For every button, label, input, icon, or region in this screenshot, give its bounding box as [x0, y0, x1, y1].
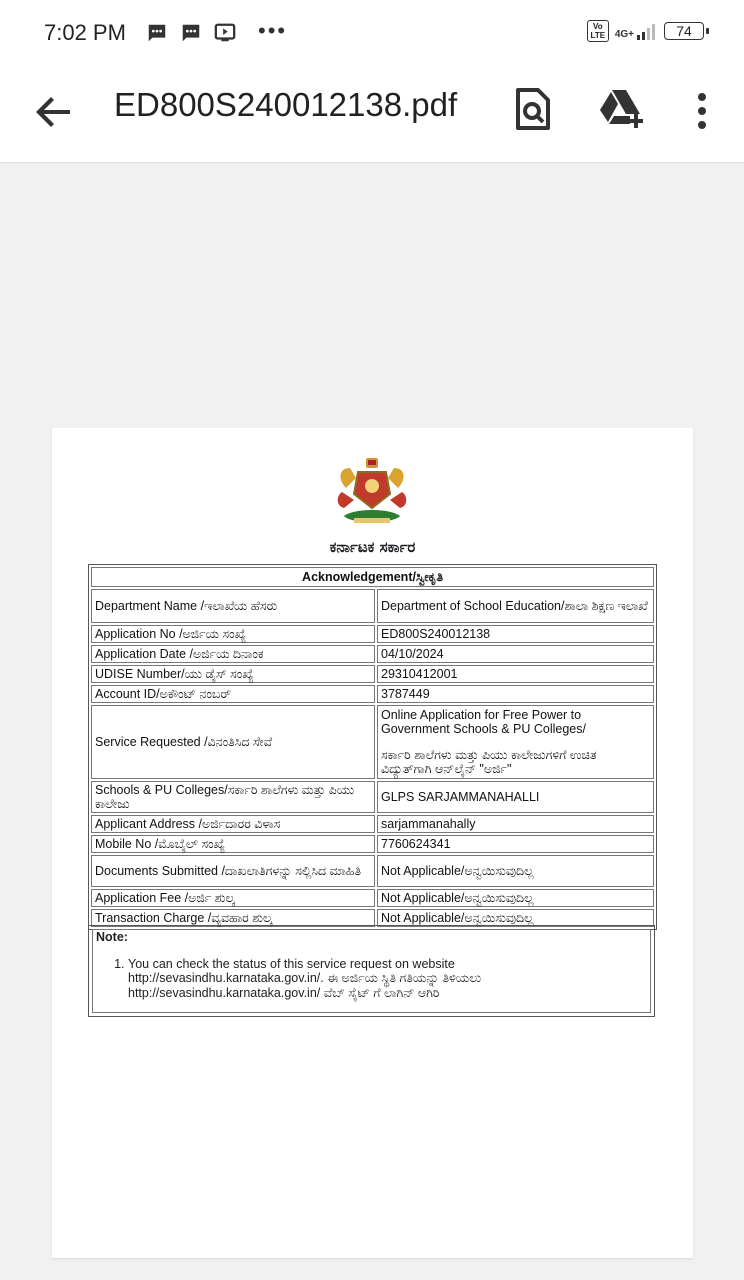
row-label: Schools & PU Colleges/ಸರ್ಕಾರಿ ಶಾಲೆಗಳು ಮತ್ತು ಪಿಯು ಕಾಲೇಜು: [91, 781, 375, 813]
note-line: 1. You can check the status of this service request on website: [128, 956, 455, 971]
note-line: http://sevasindhu.karnataka.gov.in/ ವೆಬ್ ಸೈಟ್ ಗೆ ಲಾಗಿನ್ ಆಗಿರಿ: [128, 985, 440, 1000]
document-heading: ಕರ್ನಾಟಕ ಸರ್ಕಾರ: [329, 538, 416, 556]
row-label: Account ID/ಅಕೌಂಟ್ ನಂಬರ್: [91, 685, 375, 703]
battery-icon: 74: [664, 22, 704, 40]
row-value: Not Applicable/ಅನ್ವಯಿಸುವುದಿಲ್ಲ: [377, 855, 654, 887]
table-row: [91, 589, 654, 623]
message-icon: [180, 22, 202, 44]
service-kannada: ಸರ್ಕಾರಿ ಶಾಲೆಗಳು ಮತ್ತು ಪಿಯು ಕಾಲೇಜುಗಳಿಗೆ ಉಚಿತ ವಿದ್ಯುತ್‌ಗಾಗಿ ಆನ್‌ಲೈನ್ "ಅರ್ಜಿ": [381, 748, 597, 776]
acknowledgement-table: [88, 564, 657, 930]
row-label: Service Requested /ವಿನಂತಿಸಿದ ಸೇವೆ: [91, 705, 375, 779]
signal-icon: [636, 22, 658, 40]
volte-icon: Vo LTE: [587, 20, 609, 42]
notification-icons: [146, 22, 236, 44]
note-box: [88, 925, 655, 1017]
table-row: [91, 705, 654, 779]
app-bar: [0, 66, 744, 163]
row-value: 3787449: [377, 685, 654, 703]
arrow-left-icon[interactable]: [30, 88, 78, 136]
row-value: [377, 705, 654, 779]
service-english: Online Application for Free Power to Government Schools & PU Colleges/: [381, 708, 586, 736]
row-value: GLPS SARJAMMANAHALLI: [377, 781, 654, 813]
row-label: Department Name /ಇಲಾಖೆಯ ಹೆಸರು: [91, 589, 375, 623]
table-row: [91, 685, 654, 703]
status-bar: [0, 0, 744, 66]
more-notifications-icon: •••: [258, 18, 288, 43]
more-vert-icon[interactable]: [682, 88, 722, 134]
row-label: Mobile No /ಮೊಬೈಲ್ ಸಂಖ್ಯೆ: [91, 835, 375, 853]
table-row: [91, 889, 654, 907]
table-row: [91, 665, 654, 683]
row-value: 04/10/2024: [377, 645, 654, 663]
status-indicators: [587, 20, 704, 42]
add-to-drive-icon[interactable]: [596, 86, 648, 132]
note-list: [96, 957, 647, 1001]
signal-group: [615, 22, 658, 40]
table-row: [91, 781, 654, 813]
message-icon: [146, 22, 168, 44]
karnataka-emblem: [332, 458, 412, 530]
row-label: Application Date /ಅರ್ಜಿಯ ದಿನಾಂಕ: [91, 645, 375, 663]
table-caption: Acknowledgement/ಸ್ವೀಕೃತಿ: [91, 567, 654, 587]
row-label: Transaction Charge /ವ್ಯವಹಾರ ಶುಲ್ಕ: [91, 909, 375, 927]
row-value: Not Applicable/ಅನ್ವಯಿಸುವುದಿಲ್ಲ: [377, 909, 654, 927]
row-label: Application No /ಅರ್ಜಿಯ ಸಂಖ್ಯೆ: [91, 625, 375, 643]
pdf-page[interactable]: [52, 428, 693, 1258]
row-value: sarjammanahally: [377, 815, 654, 833]
row-value: 29310412001: [377, 665, 654, 683]
youtube-icon: [214, 22, 236, 44]
table-row: [91, 625, 654, 643]
table-row: [91, 835, 654, 853]
row-value: Not Applicable/ಅನ್ವಯಿಸುವುದಿಲ್ಲ: [377, 889, 654, 907]
note-line: http://sevasindhu.karnataka.gov.in/. ಈ ಅರ್ಜಿಯ ಸ್ಥಿತಿ ಗತಿಯನ್ನು ತಿಳಿಯಲು: [128, 971, 482, 985]
row-label: Documents Submitted /ದಾಖಲಾತಿಗಳನ್ನು ಸಲ್ಲಿಸಿದ ಮಾಹಿತಿ: [91, 855, 375, 887]
note-content: [92, 929, 651, 1013]
row-value: Department of School Education/ಶಾಲಾ ಶಿಕ್ಷಣ ಇಲಾಖೆ: [377, 589, 654, 623]
file-title: ED800S240012138.pdf: [114, 86, 458, 123]
note-title: Note:: [96, 930, 128, 944]
network-type: 4G+: [614, 29, 634, 40]
note-item: [128, 957, 647, 1001]
status-time: 7:02 PM: [44, 20, 126, 45]
row-value: ED800S240012138: [377, 625, 654, 643]
table-row: [91, 855, 654, 887]
table-row: [91, 645, 654, 663]
row-label: Applicant Address /ಅರ್ಜಿದಾರರ ವಿಳಾಸ: [91, 815, 375, 833]
row-label: UDISE Number/ಯು ಡೈಸ್ ಸಂಖ್ಯೆ: [91, 665, 375, 683]
table-row: [91, 815, 654, 833]
find-in-page-icon[interactable]: [510, 86, 556, 132]
row-value: 7760624341: [377, 835, 654, 853]
row-label: Application Fee /ಅರ್ಜಿ ಶುಲ್ಕ: [91, 889, 375, 907]
